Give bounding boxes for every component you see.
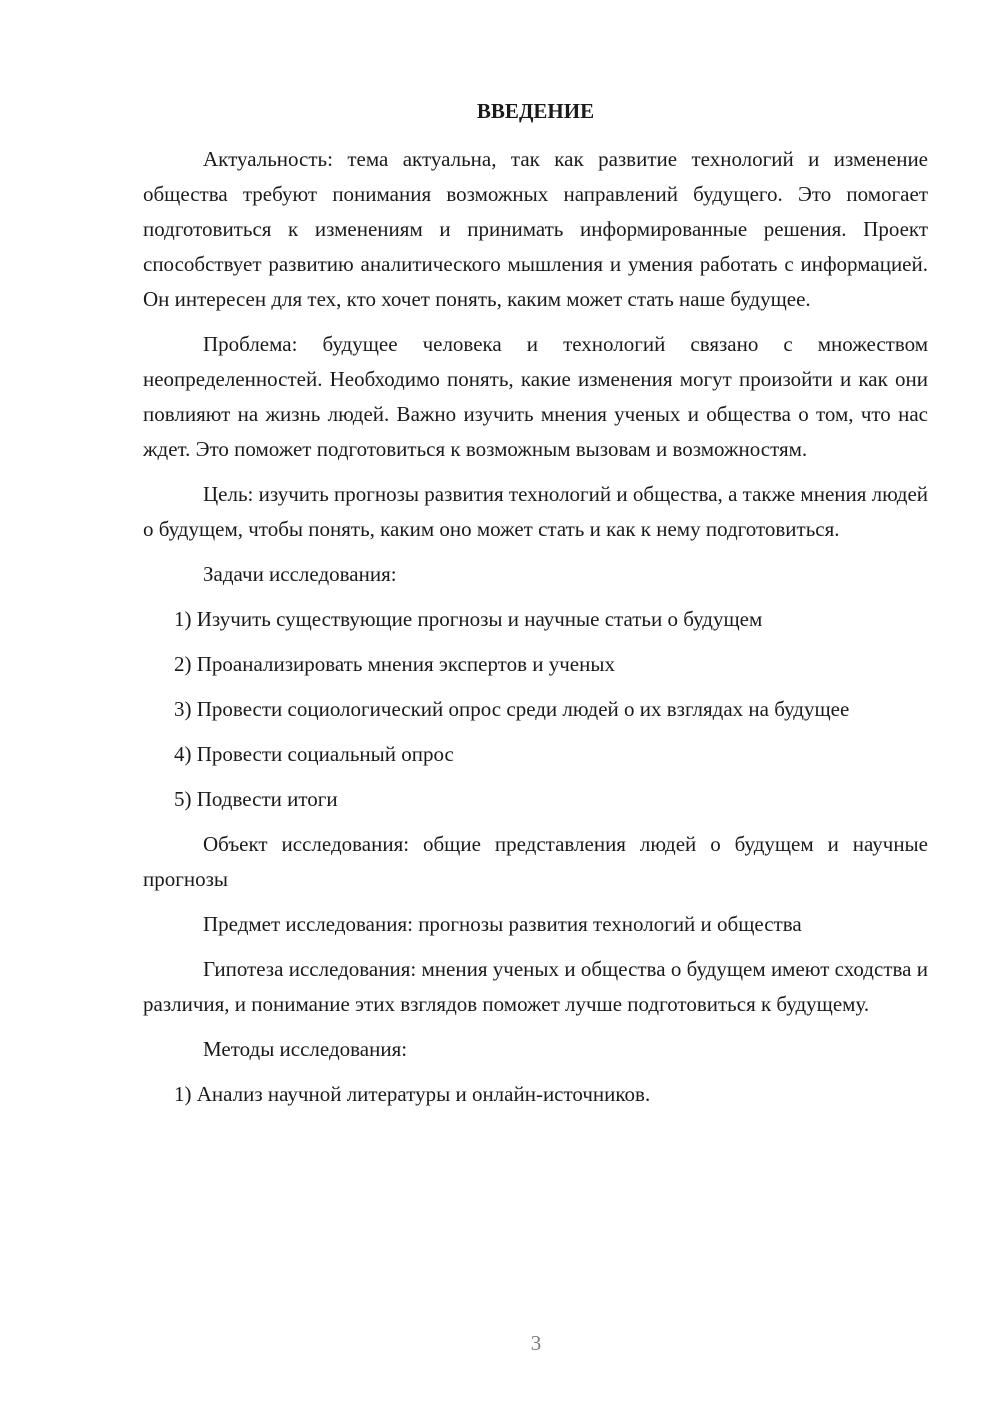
problem-paragraph: Проблема: будущее человека и технологий связано с множеством неопределенностей. Необходимо понять, какие изменения могут произойти и как они повлияют на жизнь людей. Важно изучить мнения ученых и общества о том, что нас ждет. Это поможет подготовиться к возможным вызовам и возможностям. (143, 332, 928, 461)
tasks-heading: Задачи исследования: (203, 562, 397, 586)
document-page (143, 94, 928, 1122)
object-paragraph: Объект исследования: общие представления людей о будущем и научные прогнозы (143, 832, 928, 891)
methods-heading: Методы исследования: (203, 1037, 408, 1061)
task-item-1: 1) Изучить существующие прогнозы и научные статьи о будущем (174, 607, 763, 631)
page-number: 3 (530, 1331, 542, 1355)
task-item-2: 2) Проанализировать мнения экспертов и ученых (174, 652, 615, 676)
task-item-4: 4) Провести социальный опрос (174, 742, 454, 766)
hypothesis-paragraph: Гипотеза исследования: мнения ученых и общества о будущем имеют сходства и различия, и понимание этих взглядов поможет лучше подготовиться к будущему. (143, 957, 928, 1016)
task-item-5: 5) Подвести итоги (174, 787, 338, 811)
relevance-paragraph: Актуальность: тема актуальна, так как развитие технологий и изменение общества требуют понимания возможных направлений будущего. Это помогает подготовиться к изменениям и принимать информированные решения. Проект способствует развитию аналитического мышления и умения работать с информацией. Он интересен для тех, кто хочет понять, каким может стать наше будущее. (143, 147, 928, 311)
goal-paragraph: Цель: изучить прогнозы развития технологий и общества, а также мнения людей о будущем, чтобы понять, каким оно может стать и как к нему подготовиться. (143, 482, 928, 541)
method-item-1: 1) Анализ научной литературы и онлайн-источников. (174, 1082, 651, 1106)
subject-paragraph: Предмет исследования: прогнозы развития технологий и общества (203, 912, 802, 936)
section-heading: ВВЕДЕНИЕ (476, 99, 595, 123)
task-item-3: 3) Провести социологический опрос среди людей о их взглядах на будущее (174, 697, 850, 721)
